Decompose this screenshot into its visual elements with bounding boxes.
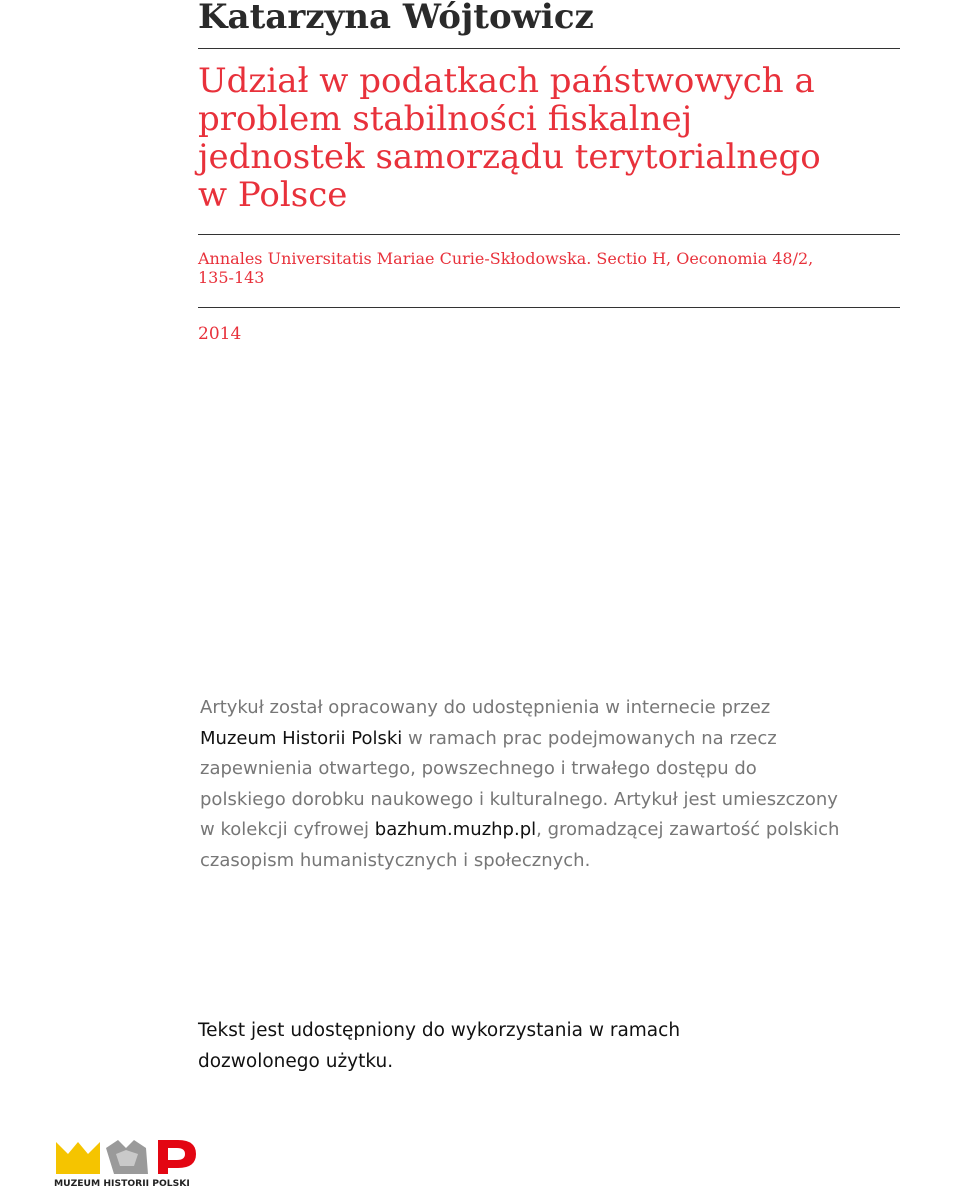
- divider-middle: [198, 234, 900, 235]
- title-line: Udział w podatkach państwowych a: [198, 61, 815, 101]
- divider-top: [198, 48, 900, 49]
- digitization-notice: [200, 693, 900, 876]
- museum-logo: [54, 1136, 204, 1192]
- logo-p-shape: [158, 1140, 196, 1174]
- fair-use-notice: [198, 1015, 898, 1077]
- title-line: problem stabilności fiskalnej: [198, 99, 693, 139]
- publication-year: 2014: [198, 324, 242, 344]
- divider-bottom: [198, 307, 900, 308]
- notice-line: w ramach prac podejmowanych na rzecz: [402, 727, 777, 749]
- logo-text: MUZEUM HISTORII POLSKI: [54, 1178, 190, 1189]
- journal-citation: [198, 249, 888, 287]
- museum-name: Muzeum Historii Polski: [200, 727, 403, 749]
- usage-line: Tekst jest udostępniony do wykorzystania w ramach: [198, 1020, 681, 1041]
- journal-line: Annales Universitatis Mariae Curie-Skłodowska. Sectio H, Oeconomia 48/2,: [198, 249, 814, 268]
- logo-crown-shape: [56, 1142, 100, 1174]
- notice-line: w kolekcji cyfrowej: [200, 819, 375, 840]
- title-line: w Polsce: [198, 175, 348, 215]
- usage-line: dozwolonego użytku.: [198, 1051, 394, 1072]
- bazhum-link[interactable]: bazhum.muzhp.pl: [374, 819, 537, 840]
- notice-line: czasopism humanistycznych i społecznych.: [200, 849, 591, 871]
- author-name: Katarzyna Wójtowicz: [198, 0, 594, 37]
- title-line: jednostek samorządu terytorialnego: [198, 137, 821, 177]
- notice-line: , gromadzącej zawartość polskich: [536, 819, 840, 840]
- journal-pages: 135-143: [198, 268, 265, 287]
- notice-line: zapewnienia otwartego, powszechnego i trwałego dostępu do: [200, 758, 757, 779]
- article-title: [198, 62, 898, 214]
- notice-line: polskiego dorobku naukowego i kulturalnego. Artykuł jest umieszczony: [200, 788, 838, 810]
- museum-logo-icon: [54, 1136, 204, 1178]
- notice-line: Artykuł został opracowany do udostępnienia w internecie przez: [200, 697, 771, 718]
